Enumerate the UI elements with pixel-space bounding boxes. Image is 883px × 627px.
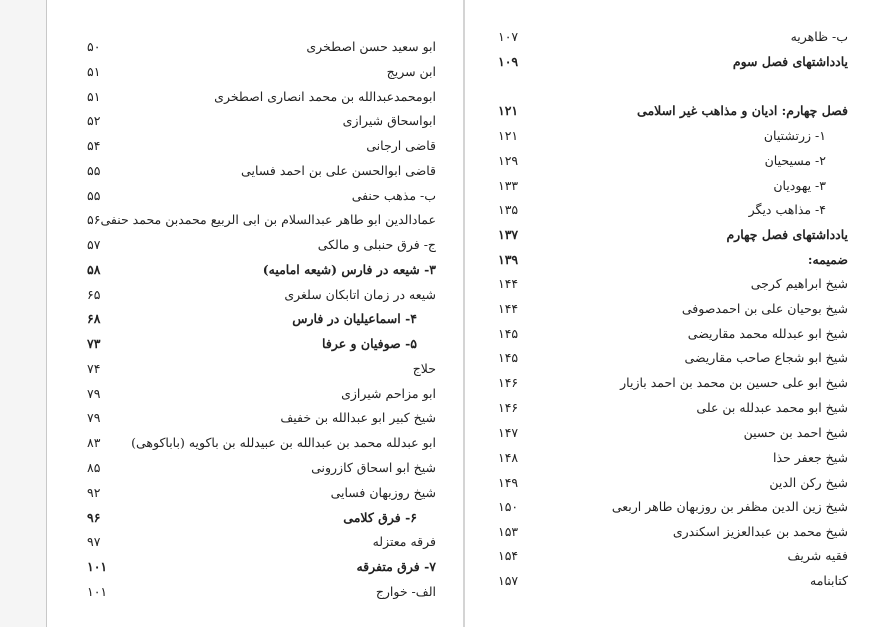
toc-entry-page: ۱۳۷ bbox=[498, 227, 519, 242]
toc-entry bbox=[465, 125, 883, 147]
toc-entry-title: ب- ظاهریه bbox=[790, 29, 848, 44]
toc-entry-title: شیخ ابراهیم کرجی bbox=[750, 276, 848, 291]
toc-entry-title: ۴- اسماعیلیان در فارس bbox=[292, 311, 417, 326]
toc-entry-title: ج- فرق حنبلی و مالکی bbox=[317, 237, 436, 252]
toc-entry-title: شیخ ابو شجاع صاحب مقاریضی bbox=[684, 350, 848, 365]
toc-entry-page: ۹۶ bbox=[87, 510, 101, 525]
toc-entry-title: شیخ محمد بن عبدالعزیز اسکندری bbox=[672, 524, 848, 539]
toc-entry bbox=[47, 383, 463, 405]
toc-entry-page: ۱۵۳ bbox=[498, 524, 519, 539]
toc-entry-page: ۵۴ bbox=[87, 138, 101, 153]
toc-section-heading bbox=[47, 308, 463, 330]
toc-entry-title: شیخ ابو اسحاق کازرونی bbox=[311, 460, 436, 475]
toc-entry bbox=[47, 110, 463, 132]
toc-entry bbox=[465, 447, 883, 469]
toc-entry-title: شیخ رکن الدین bbox=[769, 475, 848, 490]
toc-entry-title: شیخ ابو علی حسین بن محمد بن احمد بازیار bbox=[620, 375, 848, 390]
toc-entry-title: ۳- یهودیان bbox=[773, 178, 826, 193]
toc-entry-page: ۵۱ bbox=[87, 89, 101, 104]
toc-entry-title: شیخ جعفر حذا bbox=[773, 450, 848, 465]
toc-entry-page: ۹۷ bbox=[87, 534, 101, 549]
toc-entry-title: شیخ زین الدین مظفر بن روزبهان طاهر اربعی bbox=[611, 499, 848, 514]
toc-entry-page: ۵۶ bbox=[87, 212, 101, 227]
toc-entry-title: شیخ کبیر ابو عبدالله بن خفیف bbox=[280, 410, 436, 425]
toc-entry-title: شیخ احمد بن حسین bbox=[743, 425, 848, 440]
toc-entry-title: ب- مذهب حنفی bbox=[351, 188, 436, 203]
toc-entry-title: ۱- زرتشتیان bbox=[763, 128, 826, 143]
toc-entry-title: فقیه شریف bbox=[787, 548, 848, 563]
toc-entry-title: الف- خوارج bbox=[375, 584, 436, 599]
toc-entry-title: قاضی ارجانی bbox=[366, 138, 436, 153]
toc-entry bbox=[465, 496, 883, 518]
toc-entry-title: ۲- مسیحیان bbox=[764, 153, 826, 168]
toc-entry-page: ۵۲ bbox=[87, 113, 101, 128]
toc-section-heading bbox=[465, 249, 883, 271]
toc-entry-page: ۵۵ bbox=[87, 163, 101, 178]
toc-entry-page: ۷۴ bbox=[87, 361, 101, 376]
toc-entry-title: فرقه معتزله bbox=[372, 534, 436, 549]
toc-entry bbox=[47, 185, 463, 207]
toc-entry-title: ۳- شیعه در فارس (شیعه امامیه) bbox=[262, 262, 436, 277]
toc-entry-title: عمادالدین ابو طاهر عبدالسلام بن ابی الربیع محمدبن محمد حنفی bbox=[100, 212, 436, 227]
toc-entry-title: حلاج bbox=[412, 361, 436, 376]
toc-entry-page: ۱۴۴ bbox=[498, 276, 519, 291]
toc-section-heading bbox=[47, 333, 463, 355]
toc-entry-page: ۱۴۵ bbox=[498, 326, 519, 341]
toc-entry bbox=[465, 422, 883, 444]
toc-entry-title: ابومحمدعبدالله بن محمد انصاری اصطخری bbox=[214, 89, 436, 104]
toc-entry-title: ۶- فرق کلامی bbox=[343, 510, 417, 525]
toc-entry bbox=[465, 347, 883, 369]
toc-entry-page: ۱۰۹ bbox=[498, 54, 519, 69]
toc-entry-title: قاضی ابوالحسن علی بن احمد فسایی bbox=[241, 163, 436, 178]
toc-entry bbox=[47, 457, 463, 479]
toc-entry bbox=[465, 323, 883, 345]
toc-entry-page: ۱۲۱ bbox=[498, 103, 519, 118]
toc-entry bbox=[465, 298, 883, 320]
toc-entry-title: کتابنامه bbox=[810, 573, 848, 588]
toc-entry-page: ۷۹ bbox=[87, 386, 101, 401]
toc-entry-page: ۱۰۷ bbox=[498, 29, 519, 44]
toc-entry-page: ۵۱ bbox=[87, 64, 101, 79]
toc-entry-page: ۹۲ bbox=[87, 485, 101, 500]
toc-page-right bbox=[464, 0, 883, 627]
toc-entry bbox=[47, 581, 463, 603]
toc-entry bbox=[47, 407, 463, 429]
toc-entry-title: ابواسحاق شیرازی bbox=[342, 113, 436, 128]
toc-entry-page: ۵۰ bbox=[87, 39, 101, 54]
toc-entry-title: شیخ بوحیان علی بن احمدصوفی bbox=[681, 301, 848, 316]
toc-entry bbox=[465, 372, 883, 394]
toc-entry-page: ۱۴۷ bbox=[498, 425, 519, 440]
toc-entry-title: شیعه در زمان اتابکان سلغری bbox=[284, 287, 436, 302]
toc-entry-page: ۸۵ bbox=[87, 460, 101, 475]
toc-entry-page: ۱۴۶ bbox=[498, 400, 519, 415]
toc-entry-page: ۱۲۹ bbox=[498, 153, 519, 168]
toc-entry bbox=[465, 199, 883, 221]
toc-entry bbox=[47, 209, 463, 231]
toc-entry-page: ۸۳ bbox=[87, 435, 101, 450]
toc-entry-page: ۱۴۹ bbox=[498, 475, 519, 490]
toc-section-heading bbox=[47, 507, 463, 529]
toc-entry bbox=[47, 160, 463, 182]
toc-section-heading bbox=[465, 224, 883, 246]
toc-entry-page: ۱۳۵ bbox=[498, 202, 519, 217]
toc-entry-page: ۱۴۸ bbox=[498, 450, 519, 465]
toc-entry-page: ۱۵۷ bbox=[498, 573, 519, 588]
toc-entry-title: فصل چهارم: ادیان و مذاهب غیر اسلامی bbox=[637, 103, 848, 118]
toc-entry-page: ۵۷ bbox=[87, 237, 101, 252]
toc-entry bbox=[465, 273, 883, 295]
toc-entry bbox=[47, 432, 463, 454]
toc-entry-page: ۶۸ bbox=[87, 311, 101, 326]
toc-entry-page: ۵۸ bbox=[87, 262, 101, 277]
toc-entry-page: ۱۳۳ bbox=[498, 178, 519, 193]
toc-entry-title: ۵- صوفیان و عرفا bbox=[322, 336, 417, 351]
toc-entry bbox=[47, 135, 463, 157]
toc-section-heading bbox=[465, 51, 883, 73]
toc-entry-page: ۱۰۱ bbox=[87, 584, 108, 599]
toc-entry-page: ۱۴۴ bbox=[498, 301, 519, 316]
toc-entry-page: ۱۲۱ bbox=[498, 128, 519, 143]
toc-entry-page: ۵۵ bbox=[87, 188, 101, 203]
toc-entry bbox=[465, 397, 883, 419]
toc-entry-title: یادداشتهای فصل سوم bbox=[732, 54, 848, 69]
toc-entry-title: شیخ ابو محمد عبدلله بن علی bbox=[696, 400, 848, 415]
toc-entry-title: یادداشتهای فصل چهارم bbox=[726, 227, 848, 242]
toc-entry bbox=[47, 61, 463, 83]
toc-entry-page: ۷۳ bbox=[87, 336, 101, 351]
toc-entry-title: ابو عبدلله محمد بن عبدالله بن عبیدلله بن باکویه (باباکوهی) bbox=[131, 435, 436, 450]
toc-entry bbox=[47, 358, 463, 380]
toc-entry bbox=[47, 36, 463, 58]
toc-entry bbox=[47, 482, 463, 504]
toc-entry-title: شیخ ابو عبدلله محمد مقاریضی bbox=[687, 326, 848, 341]
toc-entry-page: ۶۵ bbox=[87, 287, 101, 302]
toc-entry bbox=[465, 175, 883, 197]
toc-entry-page: ۱۰۱ bbox=[87, 559, 108, 574]
toc-entry-page: ۷۹ bbox=[87, 410, 101, 425]
toc-entry bbox=[465, 150, 883, 172]
toc-entry bbox=[465, 545, 883, 567]
toc-entry bbox=[47, 284, 463, 306]
toc-section-heading bbox=[47, 259, 463, 281]
toc-entry bbox=[47, 86, 463, 108]
toc-entry-title: ضمیمه: bbox=[807, 252, 848, 267]
toc-entry-page: ۱۴۵ bbox=[498, 350, 519, 365]
toc-entry-page: ۱۳۹ bbox=[498, 252, 519, 267]
toc-entry-title: ابو سعید حسن اصطخری bbox=[306, 39, 436, 54]
toc-entry-page: ۱۵۰ bbox=[498, 499, 519, 514]
toc-entry-page: ۱۴۶ bbox=[498, 375, 519, 390]
toc-entry-title: ۴- مذاهب دیگر bbox=[748, 202, 826, 217]
toc-entry-title: ۷- فرق متفرقه bbox=[356, 559, 436, 574]
toc-section-heading bbox=[47, 556, 463, 578]
toc-entry-title: ابن سریج bbox=[386, 64, 436, 79]
toc-entry bbox=[465, 521, 883, 543]
toc-entry bbox=[465, 26, 883, 48]
toc-entry-title: ابو مزاحم شیرازی bbox=[341, 386, 436, 401]
toc-entry bbox=[47, 531, 463, 553]
toc-entry bbox=[47, 234, 463, 256]
toc-chapter-heading bbox=[465, 100, 883, 122]
toc-entry-page: ۱۵۴ bbox=[498, 548, 519, 563]
toc-entry-title: شیخ روزبهان فسایی bbox=[330, 485, 436, 500]
toc-page-left bbox=[46, 0, 464, 627]
toc-entry bbox=[465, 472, 883, 494]
toc-entry bbox=[465, 570, 883, 592]
